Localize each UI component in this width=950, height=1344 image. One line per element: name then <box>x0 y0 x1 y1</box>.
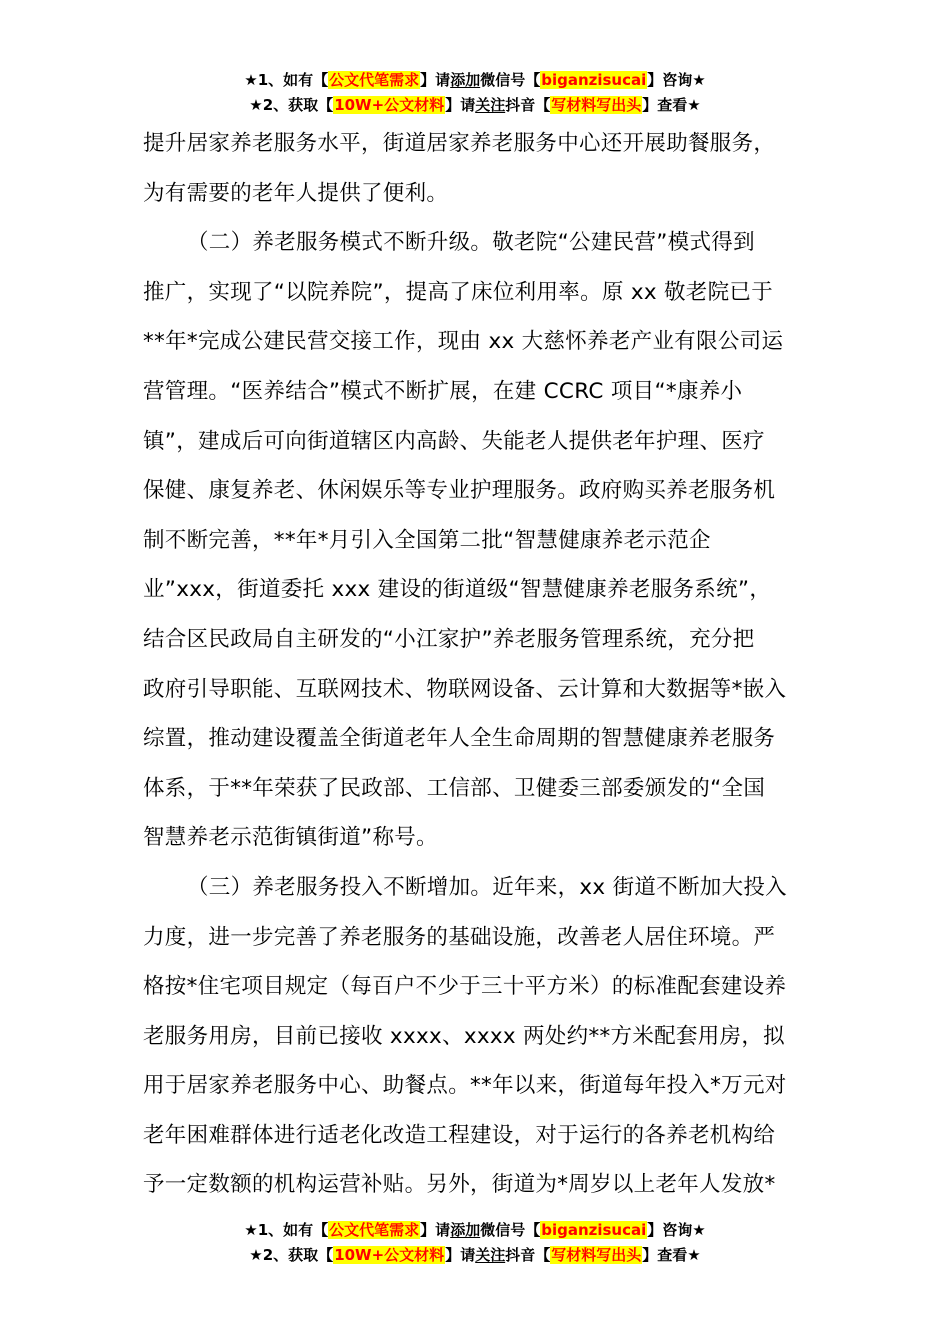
body-line: 格按*住宅项目规定（每百户不少于三十平方米）的标准配套建设养 <box>143 974 787 1000</box>
banner-text: 】咨询★ <box>647 1221 706 1239</box>
body-line: 为有需要的老年人提供了便利。 <box>143 180 449 206</box>
banner-text: ★1、如有【 <box>244 1221 329 1239</box>
body-line: 老年困难群体进行适老化改造工程建设，对于运行的各养老机构给 <box>143 1122 776 1148</box>
body-line: 综置，推动建设覆盖全街道老年人全生命周期的智慧健康养老服务 <box>143 726 776 752</box>
highlight-wechat-id: biganzisucai <box>541 71 647 89</box>
banner-line-1 <box>0 1218 950 1243</box>
underlined-text: 关注 <box>475 96 506 114</box>
section-heading-line: （二）养老服务模式不断升级。敬老院“公建民营”模式得到 <box>187 230 755 256</box>
banner-text: 】咨询★ <box>647 71 706 89</box>
underlined-text: 添加 <box>450 71 481 89</box>
highlight-service: 公文代笔需求 <box>329 71 420 89</box>
highlight-douyin-account: 写材料写出头 <box>551 96 642 114</box>
highlight-douyin-account: 写材料写出头 <box>551 1246 642 1264</box>
underlined-text: 添加 <box>450 1221 481 1239</box>
body-line: 老服务用房，目前已接收 xxxx、xxxx 两处约**方米配套用房，拟 <box>143 1023 785 1049</box>
footer-banner <box>0 1218 950 1268</box>
body-line: 业”xxx，街道委托 xxx 建设的街道级“智慧健康养老服务系统”， <box>143 577 772 603</box>
body-line: 力度，进一步完善了养老服务的基础设施，改善老人居住环境。严 <box>143 924 776 950</box>
highlight-materials: 10W+公文材料 <box>334 1246 445 1264</box>
body-line: 提升居家养老服务水平，街道居家养老服务中心还开展助餐服务， <box>143 131 776 156</box>
banner-text: 微信号【 <box>480 1221 541 1239</box>
body-line: 制不断完善，**年*月引入全国第二批“智慧健康养老示范企 <box>143 527 711 553</box>
body-line: 保健、康复养老、休闲娱乐等专业护理服务。政府购买养老服务机 <box>143 478 776 504</box>
banner-line-2 <box>0 1243 950 1268</box>
document-body <box>143 119 813 1210</box>
banner-text: 抖音【 <box>505 96 551 114</box>
banner-text: 】请 <box>445 96 476 114</box>
banner-text: 微信号【 <box>480 71 541 89</box>
banner-text: 】查看★ <box>642 1246 701 1264</box>
banner-text: ★1、如有【 <box>244 71 329 89</box>
banner-text: ★2、获取【 <box>249 1246 334 1264</box>
header-banner <box>0 68 950 118</box>
body-line: 镇”，建成后可向街道辖区内高龄、失能老人提供老年护理、医疗 <box>143 428 765 454</box>
banner-line-2 <box>0 93 950 118</box>
banner-text: 】请 <box>445 1246 476 1264</box>
body-line: 营管理。“医养结合”模式不断扩展，在建 CCRC 项目“*康养小 <box>143 378 743 404</box>
banner-text: 】请 <box>420 1221 451 1239</box>
body-line: 体系，于**年荣获了民政部、工信部、卫健委三部委颁发的“全国 <box>143 775 766 801</box>
banner-text: 抖音【 <box>505 1246 551 1264</box>
body-line: 智慧养老示范街镇街道”称号。 <box>143 825 438 851</box>
highlight-service: 公文代笔需求 <box>329 1221 420 1239</box>
body-line: 政府引导职能、互联网技术、物联网设备、云计算和大数据等*嵌入 <box>143 676 787 702</box>
body-line: 推广，实现了“以院养院”，提高了床位利用率。原 xx 敬老院已于 <box>143 279 773 305</box>
body-line: 用于居家养老服务中心、助餐点。**年以来，街道每年投入*万元对 <box>143 1073 787 1099</box>
body-line: 予一定数额的机构运营补贴。另外，街道为*周岁以上老年人发放* <box>143 1172 776 1198</box>
underlined-text: 关注 <box>475 1246 506 1264</box>
banner-text: 】请 <box>420 71 451 89</box>
banner-line-1 <box>0 68 950 93</box>
highlight-wechat-id: biganzisucai <box>541 1221 647 1239</box>
banner-text: 】查看★ <box>642 96 701 114</box>
banner-text: ★2、获取【 <box>249 96 334 114</box>
section-heading-line: （三）养老服务投入不断增加。近年来，xx 街道不断加大投入 <box>187 874 787 900</box>
body-line: **年*完成公建民营交接工作，现由 xx 大慈怀养老产业有限公司运 <box>143 329 784 355</box>
highlight-materials: 10W+公文材料 <box>334 96 445 114</box>
body-line: 结合区民政局自主研发的“小江家护”养老服务管理系统，充分把 <box>143 626 755 652</box>
